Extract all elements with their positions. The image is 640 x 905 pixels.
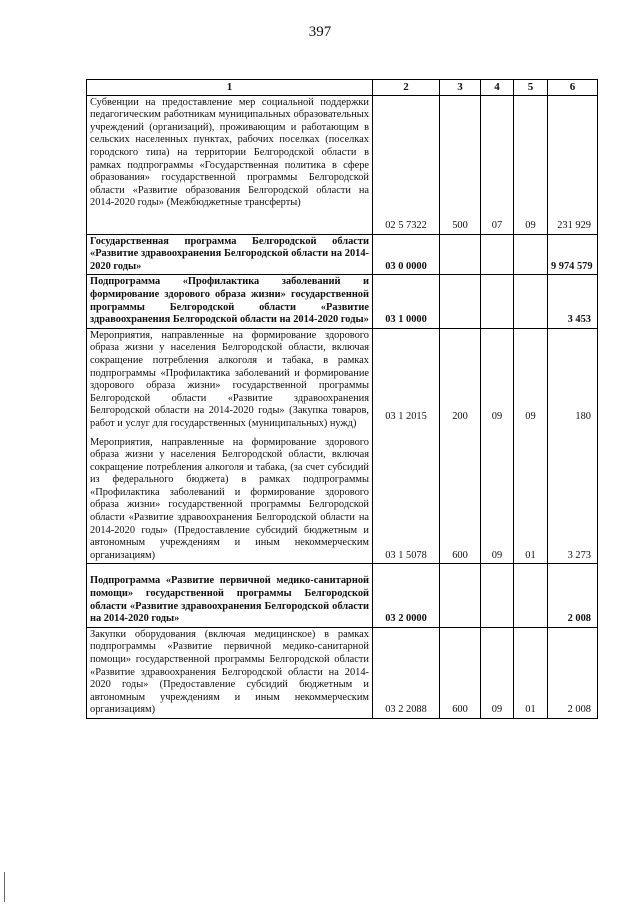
target-code-2: 03 1 5078 [385, 549, 427, 561]
subsection [514, 275, 548, 328]
subprogram-primary-care-text: Подпрограмма «Развитие первичной медико-санитарной помощи» государственной программы Белгородской области «Развитие здравоохранения Белгородской области на 2014-2020 годы» [90, 575, 369, 625]
section [481, 328, 514, 564]
table-row [87, 328, 598, 564]
section [481, 564, 514, 627]
section-1: 09 [491, 411, 503, 423]
subsection: 09 [514, 95, 548, 234]
expense-type-2: 600 [452, 549, 468, 561]
row-description [87, 564, 373, 627]
subsection-2: 01 [525, 549, 536, 561]
row-description: Государственная программа Белгородской области «Развитие здравоохранения Белгородской области на 2014-2020 годы» [87, 234, 373, 275]
row-description: Субвенции на предоставление мер социальной поддержки педагогическим работникам муниципальных образовательных учреждений (организаций), проживающим и работающим в сельских населенных пунктах, рабочих поселках (поселках городского типа) на территории Белгородской области в рамках подпрограммы «Государственная политика в сфере образования» государственной программы Белгородской области «Развитие образования Белгородской области на 2014-2020 годы» (Межбюджетные трансферты) [87, 95, 373, 234]
amount: 2 008 [548, 564, 598, 627]
page-number: 397 [308, 24, 332, 40]
target-code: 03 2 2088 [373, 627, 440, 718]
section: 09 [481, 627, 514, 718]
expense-type [440, 234, 481, 275]
row-description [87, 328, 373, 564]
expense-type [440, 564, 481, 627]
amount: 3 453 [548, 275, 598, 328]
margin-mark [4, 872, 5, 902]
subsection-1: 09 [525, 411, 536, 423]
target-code [373, 328, 440, 564]
amount-2: 3 273 [567, 549, 591, 561]
budget-table [86, 79, 598, 719]
measure-healthy-lifestyle-text: Мероприятия, направленные на формирование здорового образа жизни у населения Белгородской области, включая сокращение потребления алкоголя и табака, в рамках подпрограммы «Профилактика заболеваний и формирование здорового образа жизни» государственной программы Белгородской области «Развитие здравоохранения Белгородской области на 2014-2020 годы» (Закупка товаров, работ и услуг для государственных (муниципальных) нужд) [90, 329, 369, 429]
amount: 2 008 [548, 627, 598, 718]
row-description: Подпрограмма «Профилактика заболеваний и формирование здорового образа жизни» государственной программы Белгородской области «Развитие здравоохранения Белгородской области на 2014-2020 годы» [87, 275, 373, 328]
col-header-3: 3 [440, 80, 481, 96]
header-row [87, 80, 598, 96]
col-header-2: 2 [373, 80, 440, 96]
amount: 231 929 [548, 95, 598, 234]
expense-type [440, 275, 481, 328]
amount-1: 180 [575, 411, 591, 423]
section [481, 234, 514, 275]
target-code: 02 5 7322 [373, 95, 440, 234]
target-code: 03 2 0000 [373, 564, 440, 627]
section: 07 [481, 95, 514, 234]
expense-type: 600 [440, 627, 481, 718]
measure-federal-subsidy-text: Мероприятия, направленные на формирование здорового образа жизни у населения Белгородской области, включая сокращение потребления алкоголя и табака, (за счет субсидий из федерального бюджета) в рамках подпрограммы «Профилактика заболеваний и формирование здорового образа жизни» государственной программы Белгородской области «Развитие здравоохранения Белгородской области на 2014-2020 годы» (Предоставление субсидий бюджетным и автономным учреждениям и иным некоммерческим организациям) [90, 436, 369, 561]
col-header-6: 6 [548, 80, 598, 96]
expense-type [440, 328, 481, 564]
row-description: Закупки оборудования (включая медицинское) в рамках подпрограммы «Развитие первичной медико-санитарной помощи» государственной программы Белгородской области «Развитие здравоохранения Белгородской области на 2014-2020 годы» (Предоставление субсидий бюджетным и автономным учреждениям и иным некоммерческим организациям) [87, 627, 373, 718]
table-row [87, 564, 598, 627]
amount: 9 974 579 [548, 234, 598, 275]
amount [548, 328, 598, 564]
target-code: 03 1 0000 [373, 275, 440, 328]
table-row [87, 627, 598, 718]
table-row [87, 95, 598, 234]
subsection: 01 [514, 627, 548, 718]
expense-type: 500 [440, 95, 481, 234]
section [481, 275, 514, 328]
expense-type-1: 200 [452, 411, 468, 423]
table-row [87, 234, 598, 275]
subsection [514, 328, 548, 564]
col-header-5: 5 [514, 80, 548, 96]
table-row [87, 275, 598, 328]
target-code: 03 0 0000 [373, 234, 440, 275]
subsection [514, 234, 548, 275]
section-2: 09 [491, 549, 503, 561]
target-code-1: 03 1 2015 [385, 411, 427, 423]
col-header-1: 1 [87, 80, 373, 96]
subsection [514, 564, 548, 627]
col-header-4: 4 [481, 80, 514, 96]
